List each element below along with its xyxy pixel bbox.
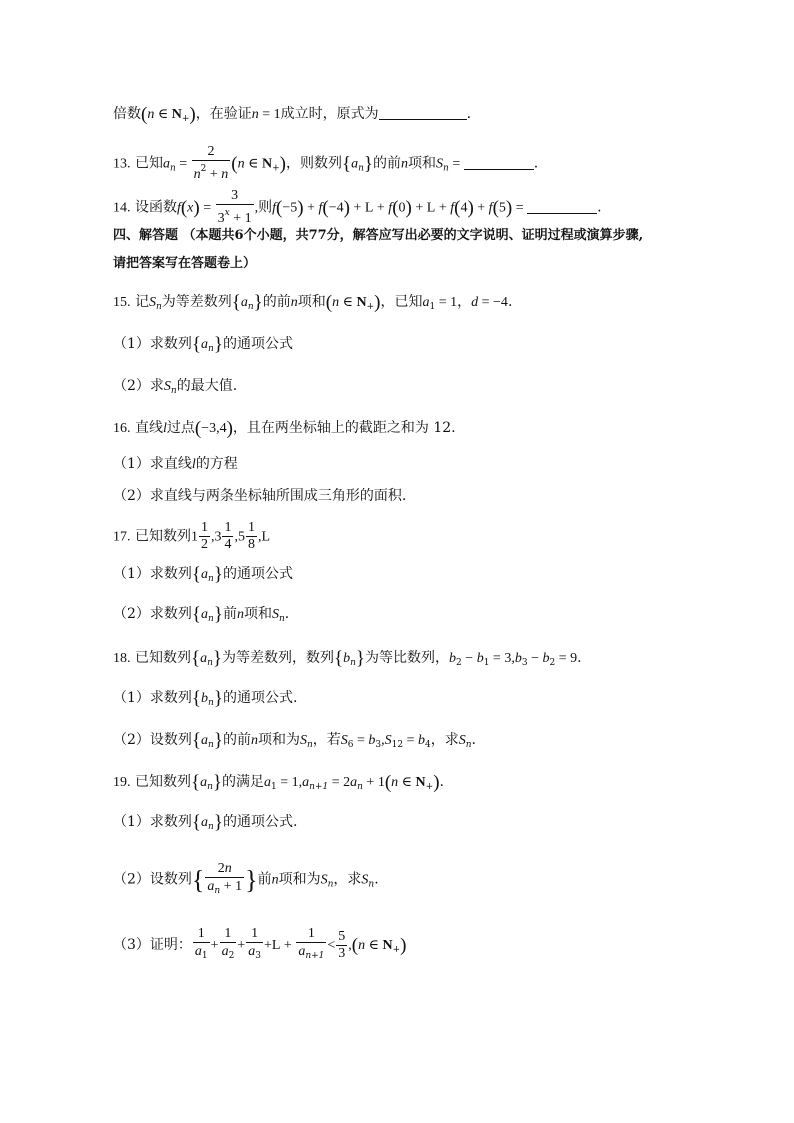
q19: 19. 已知数列$\{a_n\}$的满足$a_1 = 1,a_{n+1} = 2a_n + 1(n$ ∈ $N_+$).: [113, 772, 444, 793]
answer-blank[interactable]: [527, 199, 597, 214]
section-heading: 四、解答题 （本题共6个小题，共77分，解答应写出必要的文字说明、证明过程或演算步骤,: [113, 228, 644, 243]
q17: 17. 已知数列1 $\frac{1}{2}$ ,3 $\frac{1}{4}$ ,5 $\frac{1}{8}$ ,L: [113, 520, 271, 552]
q16-part1: （1）求直线l的方程: [113, 456, 238, 472]
answer-blank[interactable]: [464, 155, 534, 170]
q16-part2: （2）求直线与两条坐标轴所围成三角形的面积.: [113, 488, 407, 504]
q19-part3: （3）证明： $\frac{1}{a_1}$ + $\frac{1}{a_2}$ + $\frac{1}{a_3}$ +L + $\frac{1}{a_{n+1}}$ < $\frac{5}{3}$ ,(n ∈ $N_+$): [113, 926, 407, 964]
q14: 14. 设函数f(x) = $\frac{3}{3^x + 1}$ ,则f(−5) + f(−4) + L + f(0) + L + f(4) + f(5) = .: [113, 188, 602, 226]
q15: 15. 记$S_n$为等差数列$\{a_n\}$的前n项和(n ∈ $N_+$)，已知$a_1 = 1$，d = −4.: [113, 292, 513, 313]
q15-part2: （2）求$S_n$的最大值.: [113, 378, 238, 396]
q16: 16. 直线l过点(−3,4)，且在两坐标轴上的截距之和为 12.: [113, 418, 456, 439]
q19-part2: （2）设数列{ $\frac{2n}{a_n + 1}$ }前n项和为$S_n$，求$S_n$.: [113, 860, 379, 899]
section-heading-line2: 请把答案写在答题卷上）: [113, 256, 257, 271]
q19-part1: （1）求数列$\{a_n\}$的通项公式.: [113, 812, 298, 833]
q15-part1: （1）求数列$\{a_n\}$的通项公式: [113, 334, 293, 355]
answer-blank[interactable]: [379, 105, 467, 120]
q18-part2: （2）设数列$\{a_n\}$的前n项和为$S_n$，若$S_6 = b_3,S_{12} = b_4$，求$S_n$.: [113, 730, 476, 751]
q18: 18. 已知数列$\{a_n\}$为等差数列，数列$\{b_n\}$为等比数列，$b_2 - b_1 = 3,b_3 - b_2 = 9$.: [113, 648, 582, 669]
fraction: $\frac{3}{3^x + 1}$: [217, 188, 252, 226]
q13: 13. 已知$a_n$ = $\frac{2}{n^2 + n}$ (n ∈ $N_+$)，则数列$\{a_n\}$的前n项和$S_n$ = .: [113, 144, 539, 182]
q17-part2: （2）求数列$\{a_n\}$前n项和$S_n$.: [113, 604, 290, 625]
q17-part1: （1）求数列$\{a_n\}$的通项公式: [113, 564, 293, 585]
q12-tail: 倍数(n ∈ $N_+$)，在验证n = 1成立时，原式为 .: [113, 104, 472, 125]
q18-part1: （1）求数列$\{b_n\}$的通项公式.: [113, 688, 298, 709]
fraction: $\frac{2}{n^2 + n}$: [193, 144, 229, 182]
